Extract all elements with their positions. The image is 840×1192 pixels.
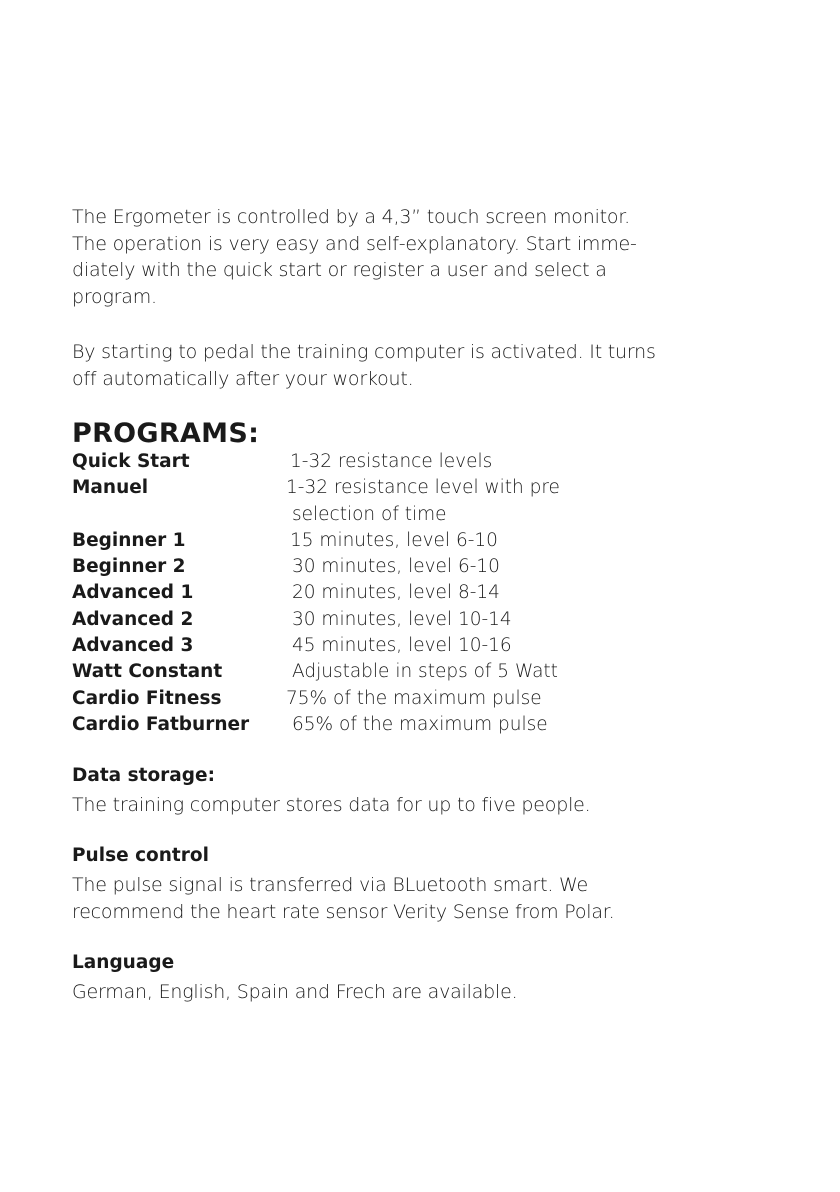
programs-list: [72, 449, 632, 738]
program-desc: 30 minutes, level 6-10: [292, 556, 500, 578]
pulse-control-heading: Pulse control: [72, 845, 209, 866]
program-desc: 30 minutes, level 10-14: [292, 608, 512, 630]
program-desc: 65% of the maximum pulse: [292, 713, 548, 735]
intro-line: The operation is very easy and self-explanatory. Start imme-: [72, 232, 637, 255]
language-paragraph: [72, 979, 632, 1006]
program-row: [72, 580, 632, 606]
language-text: German, English, Spain and Frech are available.: [72, 981, 518, 1003]
program-name: Cardio Fitness: [72, 687, 222, 709]
program-desc: 1-32 resistance levels: [290, 451, 493, 472]
program-desc: 75% of the maximum pulse: [286, 687, 542, 709]
program-desc: 45 minutes, level 10-16: [292, 635, 512, 657]
activation-line: By starting to pedal the training computer is activated. It turns: [72, 341, 656, 363]
program-row: [72, 712, 632, 738]
intro-line: The Ergometer is controlled by a 4,3” touch screen monitor.: [72, 206, 631, 228]
program-row: [72, 607, 632, 633]
program-name: Cardio Fatburner: [72, 713, 250, 735]
program-name: Beginner 2: [72, 556, 186, 578]
program-desc: 1-32 resistance level with pre: [286, 477, 560, 499]
program-name: Advanced 1: [72, 582, 194, 604]
intro-line: diately with the quick start or register a user and select a: [72, 259, 607, 282]
programs-heading: PROGRAMS:: [72, 418, 260, 449]
program-name: Advanced 3: [72, 635, 194, 657]
program-row: [72, 554, 632, 580]
activation-paragraph: [72, 339, 656, 392]
program-desc: selection of time: [292, 503, 447, 525]
pulse-control-line: The pulse signal is transferred via BLuetooth smart. We: [72, 874, 589, 896]
program-row: [72, 528, 632, 554]
program-name: Manuel: [72, 477, 149, 499]
program-name: Quick Start: [72, 451, 190, 472]
program-desc: 20 minutes, level 8-14: [292, 582, 500, 604]
program-desc: 15 minutes, level 6-10: [290, 529, 498, 551]
program-row: [72, 502, 632, 528]
program-row: [72, 449, 632, 475]
intro-line: program.: [72, 285, 157, 308]
program-name: Watt Constant: [72, 661, 223, 683]
program-row: [72, 633, 632, 659]
pulse-control-paragraph: [72, 872, 632, 925]
program-desc: Adjustable in steps of 5 Watt: [292, 661, 558, 683]
data-storage-text: The training computer stores data for up to five people.: [72, 794, 591, 816]
data-storage-heading: Data storage:: [72, 765, 215, 786]
language-heading: Language: [72, 952, 175, 973]
intro-paragraph: [72, 204, 637, 310]
program-row: [72, 659, 632, 685]
program-name: Beginner 1: [72, 529, 186, 551]
program-name: Advanced 2: [72, 608, 194, 630]
program-row: [72, 686, 632, 712]
pulse-control-line: recommend the heart rate sensor Verity Sense from Polar.: [72, 900, 615, 923]
activation-line: off automatically after your workout.: [72, 367, 414, 390]
program-row: [72, 475, 632, 501]
data-storage-paragraph: [72, 792, 632, 819]
